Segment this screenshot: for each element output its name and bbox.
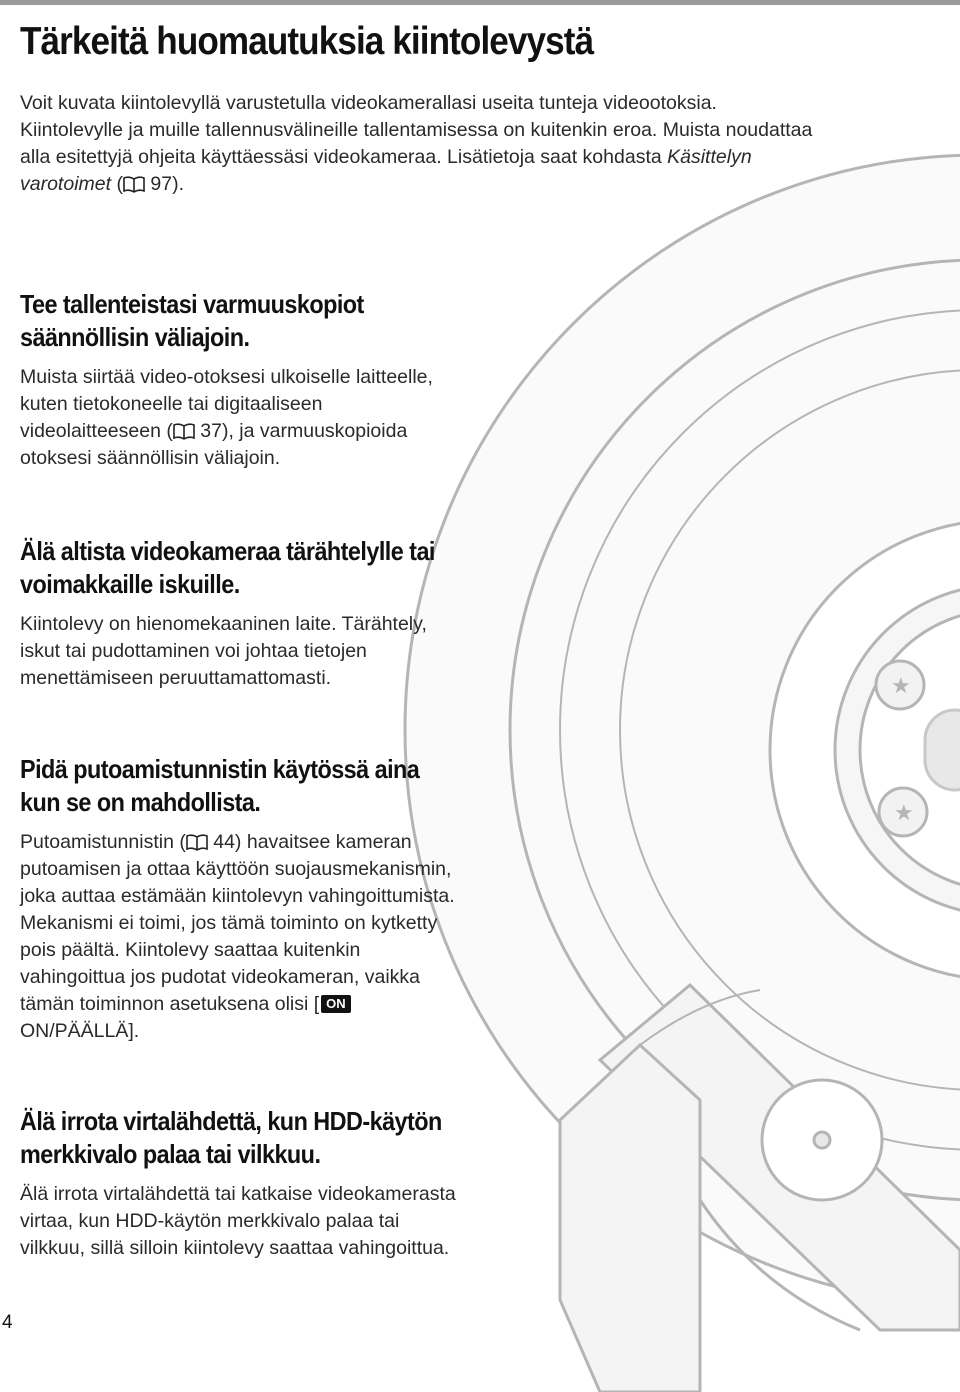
body-text: ON/PÄÄLLÄ]. [20, 1020, 140, 1042]
section-drop-sensor [20, 753, 460, 1045]
body-text: 37), ja varmuuskopioida otoksesi säännöllisin väliajoin. [20, 420, 408, 469]
body-text: Putoamistunnistin ( [20, 831, 186, 853]
book-icon [186, 834, 208, 851]
section-backup [20, 288, 460, 472]
section-heading [20, 288, 488, 354]
heading-line: merkkivalo palaa tai vilkkuu. [20, 1139, 321, 1169]
on-setting-icon: ON [321, 995, 351, 1013]
section-power [20, 1105, 460, 1262]
intro-paren: ( [111, 173, 123, 195]
heading-line: Tee tallenteistasi varmuuskopiot [20, 289, 364, 319]
heading-line: säännöllisin väliajoin. [20, 322, 250, 352]
section-shock [20, 535, 460, 692]
heading-line: Älä altista videokameraa tärähtelylle tai [20, 536, 435, 566]
heading-line: kun se on mahdollista. [20, 787, 261, 817]
section-body: Älä irrota virtalähdettä tai katkaise videokamerasta virtaa, kun HDD-käytön merkkivalo palaa tai vilkkuu, sillä silloin kiintolevy saattaa vahingoittua. [20, 1183, 456, 1259]
section-body [20, 364, 460, 472]
intro-paragraph [20, 90, 820, 198]
svg-text:★: ★ [894, 801, 914, 826]
section-body: Kiintolevy on hienomekaaninen laite. Tärähtely, iskut tai pudottaminen voi johtaa tietojen menettämiseen peruuttamattomasti. [20, 613, 427, 689]
heading-line: Älä irrota virtalähdettä, kun HDD-käytön [20, 1106, 442, 1136]
intro-page-ref: 97). [144, 173, 184, 195]
heading-line: voimakkaille iskuille. [20, 569, 240, 599]
svg-text:★: ★ [891, 674, 911, 699]
book-icon [123, 176, 145, 193]
heading-line: Pidä putoamistunnistin käytössä aina [20, 754, 420, 784]
body-text: 44) havaitsee kameran putoamisen ja ottaa käyttöön suojausmekanismin, joka auttaa estämään kiintolevyn vahingoittumista. Mekanismi ei toimi, jos tämä toiminto on kytketty pois päältä. Kiintolevy saattaa kuitenkin vahingoittua jos pudotat videokameran, vaikka tämän toiminnon asetuksena olisi [ [20, 831, 455, 1015]
reference-title: Käsittelyn varotoimet [20, 146, 752, 195]
section-body [20, 829, 460, 1045]
body-text: Muista siirtää video-otoksesi ulkoiselle laitteelle, kuten tietokoneelle tai digitaaliseen videolaitteeseen ( [20, 366, 433, 442]
section-heading [20, 1105, 488, 1171]
section-heading [20, 535, 488, 601]
section-heading [20, 753, 488, 819]
book-icon [173, 423, 195, 440]
page-number: 4 [2, 1312, 13, 1333]
intro-text: Voit kuvata kiintolevyllä varustetulla videokamerallasi useita tunteja videootoksia. Kiintolevylle ja muille tallennusvälineille tallentamisessa on kuitenkin eroa. Muista noudattaa alla esitettyjä ohjeita käyttäessäsi videokameraa. Lisätietoja saat kohdasta [20, 92, 813, 168]
page-title: Tärkeitä huomautuksia kiintolevystä [20, 20, 594, 63]
